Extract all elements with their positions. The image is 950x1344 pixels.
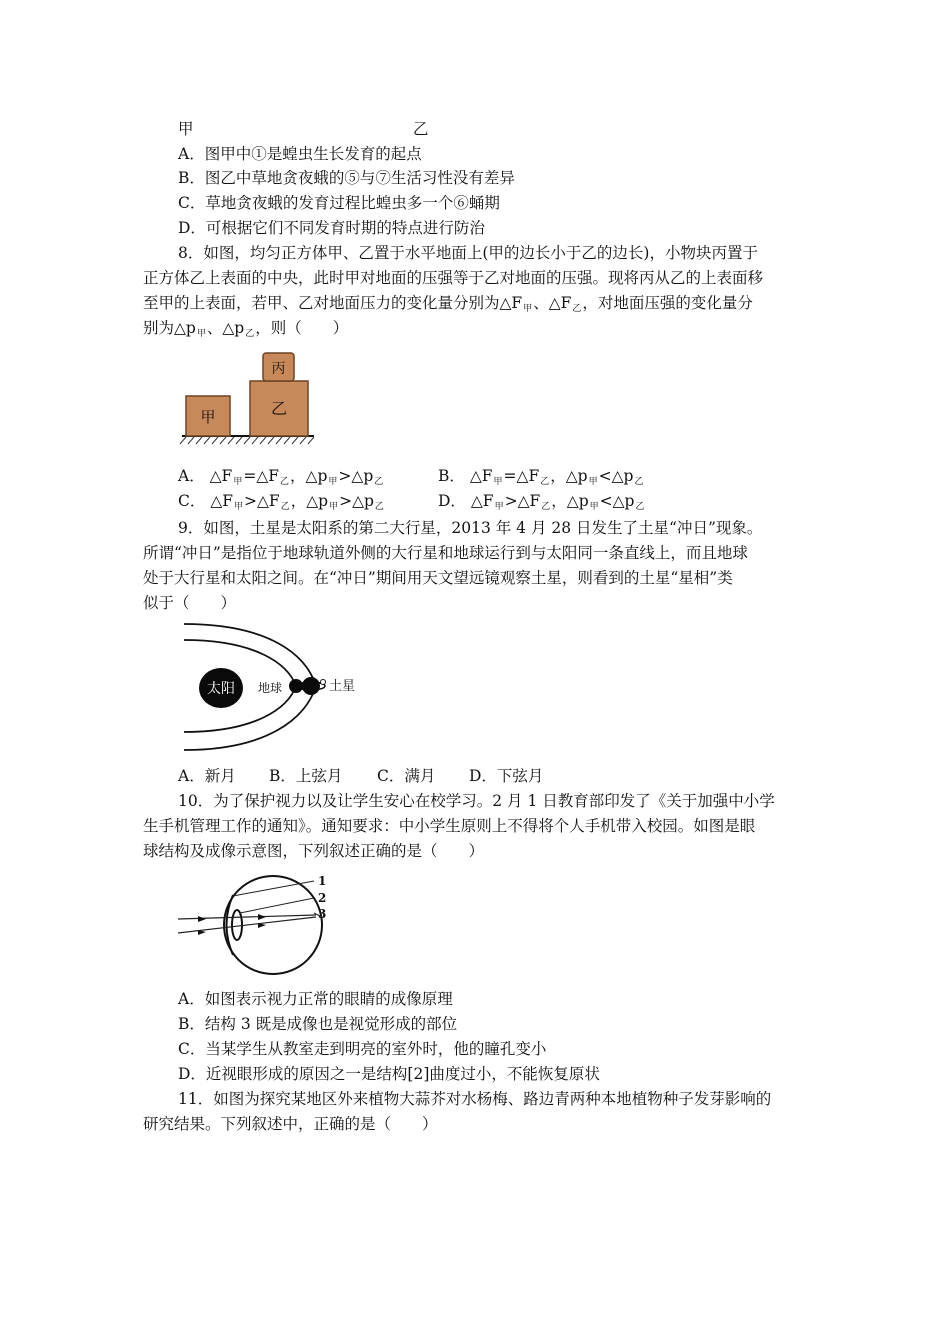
pointer-line-1 [233, 881, 314, 896]
q9-option-a: A．新月 [178, 767, 236, 785]
q8-stem-line-3: 至甲的上表面，若甲、乙对地面压力的变化量分别为$\triangle F_甲$、$\triangle F_乙$，对地面压强的变化量分 [143, 294, 753, 314]
q7-option-c: C．草地贪夜蛾的发育过程比蝗虫多一个⑥蛹期 [178, 194, 500, 212]
block-jia-label: 甲 [200, 408, 216, 426]
q9-option-d: D．下弦月 [469, 767, 544, 785]
eye-label-2: 2 [318, 891, 327, 905]
q11-stem-line-1: 11．如图为探究某地区外来植物大蒜芥对水杨梅、路边青两种本地植物种子发芽影响的 [178, 1090, 772, 1108]
figure-label-jia: 甲 [178, 120, 194, 138]
pointer-line-2 [240, 898, 314, 913]
q8-option-b: B． $\triangle F_甲=\triangle F_乙$，$\triangle p_甲<\triangle p_乙$ [438, 467, 644, 487]
ray-arrow [258, 914, 266, 920]
block-yi-label: 乙 [270, 399, 288, 418]
q7-option-d: D．可根据它们不同发育时期的特点进行防治 [178, 219, 485, 237]
q9-orbit-figure [178, 620, 378, 755]
q8-option-d: D． $\triangle F_甲>\triangle F_乙$，$\triangle p_甲<\triangle p_乙$ [438, 492, 645, 512]
q10-option-c: C．当某学生从教室走到明亮的室外时，他的瞳孔变小 [178, 1040, 547, 1058]
saturn-marker [321, 680, 326, 685]
q8-blocks-figure [178, 350, 318, 445]
eye-label-1: 1 [318, 874, 327, 888]
q10-eye-figure [176, 873, 336, 978]
figure-label-yi: 乙 [413, 120, 429, 138]
q10-option-d: D．近视眼形成的原因之一是结构[2]曲度过小，不能恢复原状 [178, 1065, 600, 1083]
q8-stem-line-2: 正方体乙上表面的中央，此时甲对地面的压强等于乙对地面的压强。现将丙从乙的上表面移 [143, 269, 764, 287]
q9-option-b: B．上弦月 [269, 767, 343, 785]
q7-option-b: B．图乙中草地贪夜蛾的⑤与⑦生活习性没有差异 [178, 169, 515, 187]
q7-option-a: A．图甲中①是蝗虫生长发育的起点 [178, 145, 422, 163]
ray-arrow [198, 916, 206, 922]
q8-stem-line-4: 别为$\triangle p_甲$、$\triangle p_乙$，则（ ） [143, 319, 349, 339]
ground-hatching [180, 437, 314, 444]
sun-label: 太阳 [207, 681, 235, 697]
eye-label-3: 3 [318, 907, 327, 921]
q8-option-c: C． $\triangle F_甲>\triangle F_乙$，$\triangle p_甲>\triangle p_乙$ [178, 492, 384, 512]
q9-stem-line-4: 似于（ ） [143, 594, 237, 612]
q8-option-a: A． $\triangle F_甲=\triangle F_乙$，$\triangle p_甲>\triangle p_乙$ [178, 467, 384, 487]
saturn-label: 土星 [329, 679, 356, 694]
q10-stem-line-1: 10．为了保护视力以及让学生安心在校学习。2 月 1 日教育部印发了《关于加强中小学 [178, 792, 775, 810]
q10-stem-line-2: 生手机管理工作的通知》。通知要求：中小学生原则上不得将个人手机带入校园。如图是眼 [143, 817, 756, 835]
q9-option-c: C．满月 [377, 767, 436, 785]
q9-stem-line-2: 所谓“冲日”是指位于地球轨道外侧的大行星和地球运行到与太阳同一条直线上，而且地球 [143, 544, 748, 562]
earth-label: 地球 [258, 681, 283, 695]
q10-stem-line-3: 球结构及成像示意图，下列叙述正确的是（ ） [143, 842, 485, 860]
earth [289, 679, 303, 693]
q8-stem-line-1: 8．如图，均匀正方体甲、乙置于水平地面上(甲的边长小于乙的边长)，小物块丙置于 [178, 244, 758, 262]
q9-stem-line-3: 处于大行星和太阳之间。在“冲日”期间用天文望远镜观察土星，则看到的土星“星相”类 [143, 569, 733, 587]
q11-stem-line-2: 研究结果。下列叙述中，正确的是（ ） [143, 1115, 438, 1133]
lens [232, 910, 242, 940]
block-bing-label: 丙 [271, 361, 286, 377]
q9-stem-line-1: 9．如图，土星是太阳系的第二大行星，2013 年 4 月 28 日发生了土星“冲日”现象。 [178, 519, 763, 537]
q10-option-a: A．如图表示视力正常的眼睛的成像原理 [178, 990, 453, 1008]
saturn [302, 677, 320, 695]
q10-option-b: B．结构 3 既是成像也是视觉形成的部位 [178, 1015, 458, 1033]
eyeball [224, 876, 322, 974]
